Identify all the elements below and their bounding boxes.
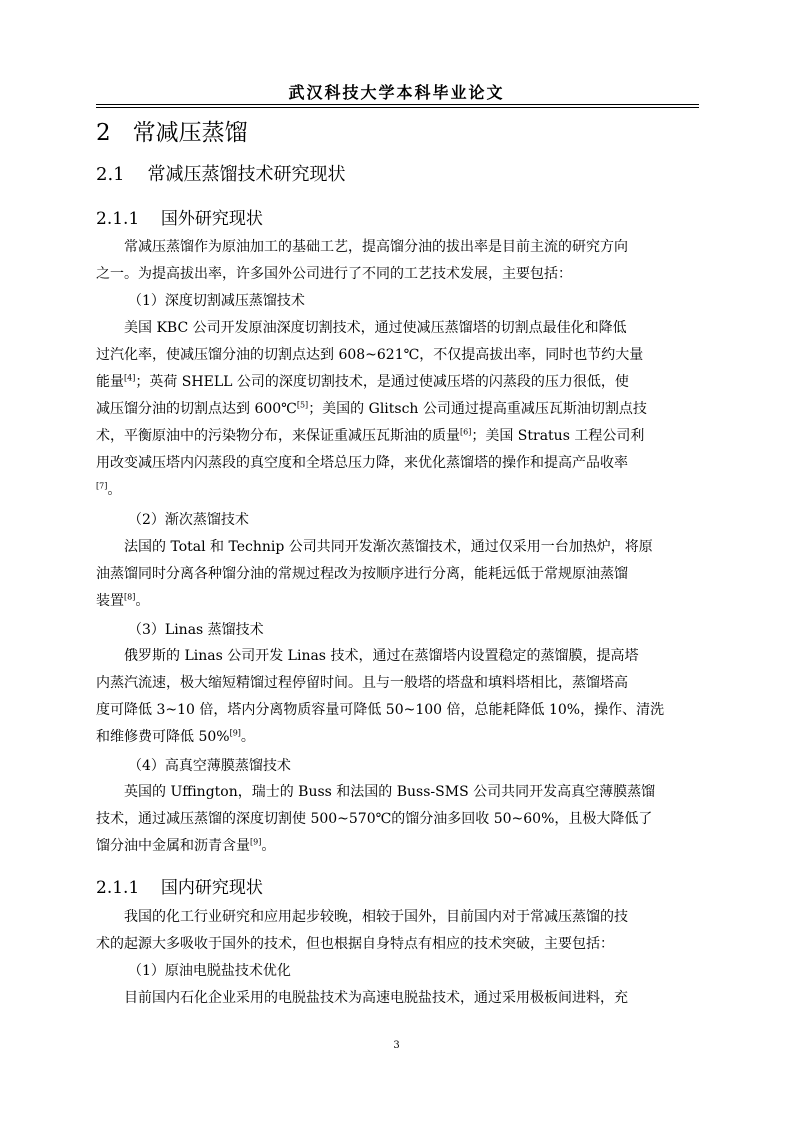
text-line: 用改变减压塔内闪蒸段的真空度和全塔总压力降，来优化蒸馏塔的操作和提高产品收率 xyxy=(96,455,628,471)
citation: [5] xyxy=(296,400,309,410)
citation: [9] xyxy=(229,728,241,738)
list-item-label: （1）深度切割减压蒸馏技术 xyxy=(128,293,305,309)
text-fragment: ；英荷 SHELL 公司的深度切割技术，是通过使减压塔的闪蒸段的压力很低，使 xyxy=(135,374,629,390)
subsection-number: 2.1.1 xyxy=(96,878,140,898)
subsection-title: 国内研究现状 xyxy=(160,878,263,898)
page-number: 3 xyxy=(393,1040,400,1051)
text-fragment: 能量 xyxy=(96,374,124,390)
text-line xyxy=(96,423,698,450)
paragraph-thin-film xyxy=(96,779,698,860)
subsection-heading-foreign xyxy=(96,204,698,229)
text-line: 技术，通过减压蒸馏的深度切割使 500~570℃的馏分油多回收 50~60%，且极大降低了 xyxy=(96,811,653,827)
text-fragment: 。 xyxy=(240,729,255,745)
citation: [4] xyxy=(124,373,136,383)
section-number: 2.1 xyxy=(96,164,125,185)
text-line: 美国 KBC 公司开发原油深度切割技术，通过使减压蒸馏塔的切割点最佳化和降低 xyxy=(96,320,627,336)
text-line: 度可降低 3~10 倍，塔内分离物质容量可降低 50~100 倍，总能耗降低 10%，操作、清洗 xyxy=(96,702,665,718)
text-line: 常减压蒸馏作为原油加工的基础工艺，提高馏分油的拔出率是目前主流的研究方向 xyxy=(96,239,628,255)
paragraph-deep-cut xyxy=(96,315,698,504)
list-item-label: （2）渐次蒸馏技术 xyxy=(128,512,249,528)
header-rule-top xyxy=(96,104,699,105)
header-rule-bottom xyxy=(96,107,699,108)
text-fragment: 减压馏分油的切割点达到 600℃ xyxy=(96,401,297,417)
text-line: 油蒸馏同时分离各种馏分油的常规过程改为按顺序进行分离，能耗远低于常规原油蒸馏 xyxy=(96,566,628,582)
running-header: 武汉科技大学本科毕业论文 xyxy=(288,83,505,102)
list-item-label: （3）Linas 蒸馏技术 xyxy=(128,622,264,638)
subsection-heading-domestic xyxy=(96,873,698,898)
chapter-number: 2 xyxy=(96,120,111,146)
text-fragment: 馏分油中金属和沥青含量 xyxy=(96,838,250,854)
chapter-title: 常减压蒸馏 xyxy=(132,120,248,146)
text-line: 内蒸汽流速，极大缩短精馏过程停留时间。且与一般塔的塔盘和填料塔相比，蒸馏塔高 xyxy=(96,675,628,691)
paragraph-domestic-intro xyxy=(96,904,698,958)
list-item-thin-film xyxy=(128,753,698,780)
list-item-desalting xyxy=(128,958,698,985)
subsection-title: 国外研究现状 xyxy=(160,209,263,229)
text-fragment: 装置 xyxy=(96,593,124,609)
text-fragment: 术，平衡原油中的污染物分布，来保证重减压瓦斯油的质量 xyxy=(96,428,460,444)
text-line xyxy=(96,369,698,396)
text-line: 英国的 Uffington，瑞士的 Buss 和法国的 Buss-SMS 公司共同开发高真空薄膜蒸馏 xyxy=(96,784,656,800)
paragraph-desalting xyxy=(96,985,698,1012)
paragraph-progressive xyxy=(96,534,698,615)
text-line xyxy=(96,833,698,860)
text-line: 术的起源大多吸收于国外的技术，但也根据自身特点有相应的技术突破，主要包括： xyxy=(96,936,614,952)
text-line xyxy=(96,477,698,504)
text-fragment: 和维修费可降低 50% xyxy=(96,729,230,745)
text-fragment: ；美国的 Glitsch 公司通过提高重减压瓦斯油切割点技 xyxy=(308,401,647,417)
paragraph-intro xyxy=(96,234,698,288)
citation: [8] xyxy=(124,592,136,602)
text-line: 过汽化率，使减压馏分油的切割点达到 608~621℃，不仅提高拔出率，同时也节约大量 xyxy=(96,347,644,363)
text-fragment: 。 xyxy=(135,593,150,609)
citation: [9] xyxy=(250,837,262,847)
text-fragment: ；美国 Stratus 工程公司利 xyxy=(471,428,645,444)
text-line: 俄罗斯的 Linas 公司开发 Linas 技术，通过在蒸馏塔内设置稳定的蒸馏膜，提高塔 xyxy=(96,648,639,664)
text-line xyxy=(96,588,698,615)
citation: [6] xyxy=(460,427,472,437)
citation: [7] xyxy=(96,481,108,491)
list-item-deep-cut xyxy=(128,288,698,315)
text-fragment: 。 xyxy=(261,838,276,854)
subsection-number: 2.1.1 xyxy=(96,209,140,229)
text-line xyxy=(96,724,698,751)
list-item-linas xyxy=(128,617,698,644)
chapter-heading xyxy=(96,114,698,147)
text-line: 之一。为提高拔出率，许多国外公司进行了不同的工艺技术发展，主要包括： xyxy=(96,266,572,282)
paragraph-linas xyxy=(96,643,698,751)
text-line xyxy=(96,396,698,423)
text-fragment: 。 xyxy=(107,482,122,498)
section-heading xyxy=(96,160,698,186)
section-title: 常减压蒸馏技术研究现状 xyxy=(147,164,346,185)
text-line: 法国的 Total 和 Technip 公司共同开发渐次蒸馏技术，通过仅采用一台加热炉，将原 xyxy=(96,539,653,555)
text-line: 目前国内石化企业采用的电脱盐技术为高速电脱盐技术，通过采用极板间进料，充 xyxy=(96,990,628,1006)
list-item-progressive xyxy=(128,507,698,534)
list-item-label: （1）原油电脱盐技术优化 xyxy=(128,963,291,979)
text-line: 我国的化工行业研究和应用起步较晚，相较于国外，目前国内对于常减压蒸馏的技 xyxy=(96,909,628,925)
list-item-label: （4）高真空薄膜蒸馏技术 xyxy=(128,758,291,774)
